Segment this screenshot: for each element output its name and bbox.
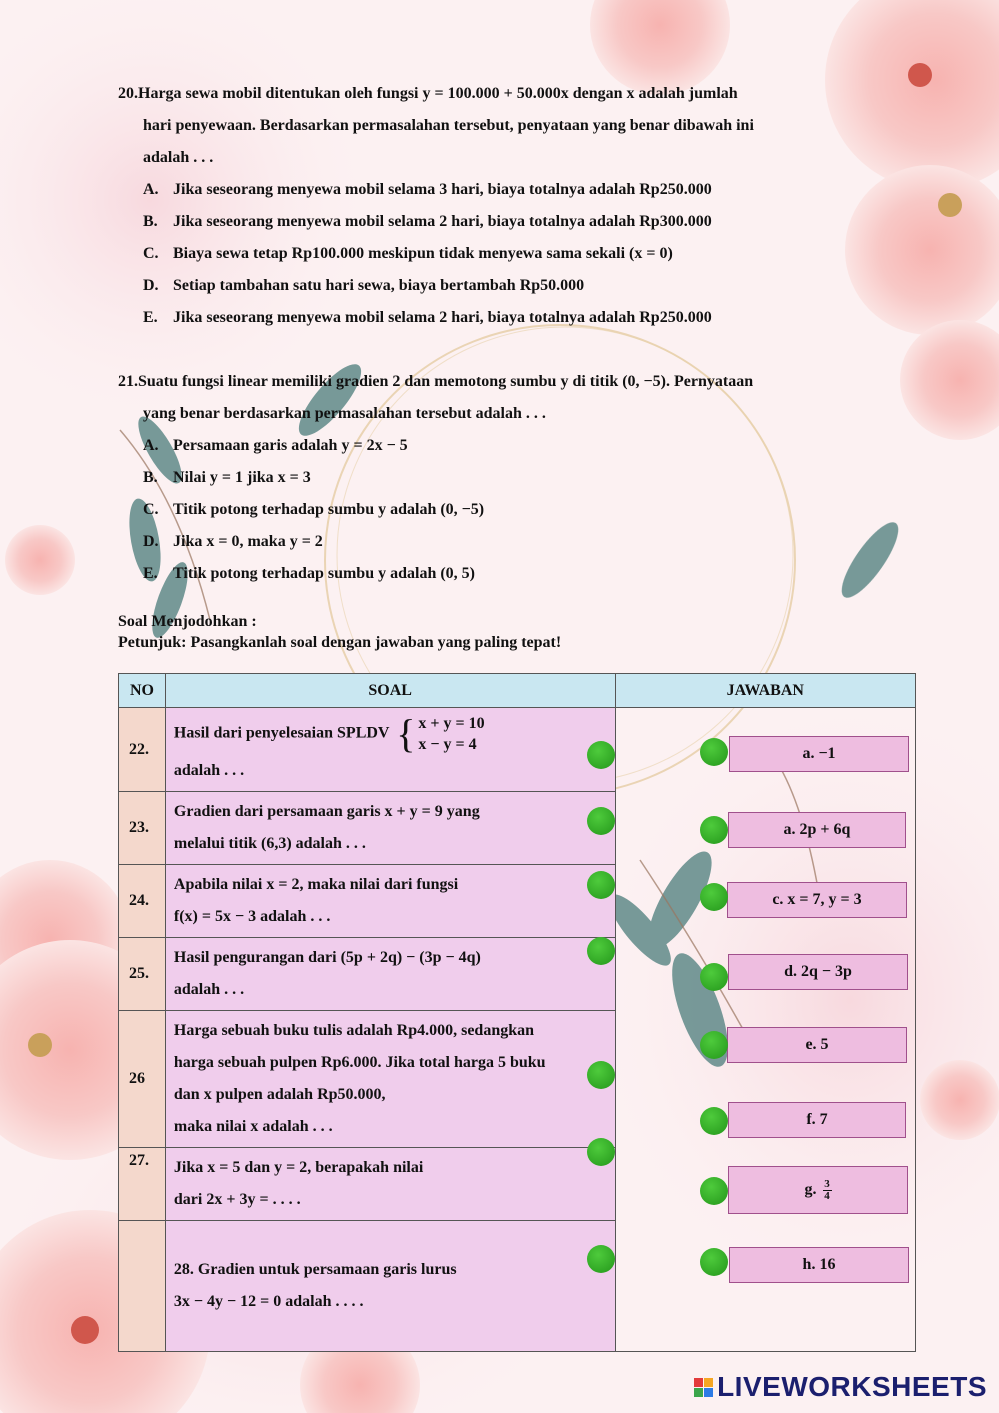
question-20-option-b: B. Jika seseorang menyewa mobil selama 2 hari, biaya totalnya adalah Rp300.000: [143, 213, 712, 230]
question-20-option-c: C. Biaya sewa tetap Rp100.000 meskipun tidak menyewa sama sekali (x = 0): [143, 245, 673, 262]
question-20-option-e: E. Jika seseorang menyewa mobil selama 2 hari, biaya totalnya adalah Rp250.000: [143, 309, 712, 326]
answer-a-connector-dot[interactable]: [700, 738, 728, 766]
fraction-three-quarters: $\frac{3}{4}$: [824, 1177, 830, 1202]
row-question-22: Hasil dari penyelesaian SPLDV { x + y = 10 x − y = 4 adalah . . .: [165, 708, 615, 792]
question-20-text-line2: hari penyewaan. Berdasarkan permasalahan tersebut, penyataan yang benar dibawah ini: [143, 117, 754, 134]
answer-box-a[interactable]: a. −1: [729, 736, 909, 772]
question-21-text-line1: 21.Suatu fungsi linear memiliki gradien 2 dan memotong sumbu y di titik (0, −5). Pernyataan: [118, 373, 754, 390]
row-question-28: 28. Gradien untuk persamaan garis lurus 3x − 4y − 12 = 0 adalah . . . .: [165, 1221, 615, 1352]
liveworksheets-logo-icon: [694, 1378, 713, 1397]
answer-box-f[interactable]: f. 7: [728, 1102, 906, 1138]
question-21-option-a: A. Persamaan garis adalah y = 2x − 5: [143, 437, 408, 454]
row-number: 25.: [119, 938, 166, 1011]
question-24-connector-dot[interactable]: [587, 871, 615, 899]
answer-h-connector-dot[interactable]: [700, 1248, 728, 1276]
question-20: [118, 78, 880, 334]
row-question-26: Harga sebuah buku tulis adalah Rp4.000, sedangkan harga sebuah pulpen Rp6.000. Jika total harga 5 buku dan x pulpen adalah Rp50.000, maka nilai x adalah . . .: [165, 1011, 615, 1148]
answer-a2-connector-dot[interactable]: [700, 816, 728, 844]
answer-box-e[interactable]: e. 5: [727, 1027, 907, 1063]
question-21-option-c: C. Titik potong terhadap sumbu y adalah (0, −5): [143, 501, 485, 518]
header-jawaban: JAWABAN: [615, 674, 915, 708]
answer-g-connector-dot[interactable]: [700, 1177, 728, 1205]
question-20-text-line1: 20.Harga sewa mobil ditentukan oleh fungsi y = 100.000 + 50.000x dengan x adalah jumlah: [118, 85, 738, 102]
matching-instruction: Petunjuk: Pasangkanlah soal dengan jawaban yang paling tepat!: [118, 634, 562, 651]
question-22-connector-dot[interactable]: [587, 741, 615, 769]
answer-e-connector-dot[interactable]: [700, 1031, 728, 1059]
logo-text: LIVEWORKSHEETS: [717, 1371, 987, 1402]
row-number: [119, 1221, 166, 1352]
question-20-option-d: D. Setiap tambahan satu hari sewa, biaya bertambah Rp50.000: [143, 277, 585, 294]
answer-box-g[interactable]: g. $\frac{3}{4}$: [728, 1166, 908, 1214]
row-question-24: Apabila nilai x = 2, maka nilai dari fungsi f(x) = 5x − 3 adalah . . .: [165, 865, 615, 938]
question-26-connector-dot[interactable]: [587, 1061, 615, 1089]
question-21-option-e: E. Titik potong terhadap sumbu y adalah (0, 5): [143, 565, 475, 582]
row-number: 27.: [119, 1148, 166, 1221]
row-question-25: Hasil pengurangan dari (5p + 2q) − (3p − 4q) adalah . . .: [165, 938, 615, 1011]
answer-box-a2[interactable]: a. 2p + 6q: [728, 812, 906, 848]
question-25-connector-dot[interactable]: [587, 937, 615, 965]
question-28-connector-dot[interactable]: [587, 1245, 615, 1273]
row-number: 23.: [119, 792, 166, 865]
answer-box-c[interactable]: c. x = 7, y = 3: [727, 882, 907, 918]
question-21-option-b: B. Nilai y = 1 jika x = 3: [143, 469, 311, 486]
answer-box-d[interactable]: d. 2q − 3p: [728, 954, 908, 990]
matching-title: Soal Menjodohkan :: [118, 613, 257, 630]
row-question-23: Gradien dari persamaan garis x + y = 9 yang melalui titik (6,3) adalah . . .: [165, 792, 615, 865]
question-21-option-d: D. Jika x = 0, maka y = 2: [143, 533, 323, 550]
liveworksheets-logo: [694, 1371, 987, 1403]
answer-f-connector-dot[interactable]: [700, 1107, 728, 1135]
row-question-27: Jika x = 5 dan y = 2, berapakah nilai dari 2x + 3y = . . . .: [165, 1148, 615, 1221]
row-number: 26: [119, 1011, 166, 1148]
table-header-row: [119, 674, 916, 708]
answer-d-connector-dot[interactable]: [700, 963, 728, 991]
question-20-text-line3: adalah . . .: [143, 149, 214, 166]
question-21: [118, 366, 880, 590]
question-23-connector-dot[interactable]: [587, 807, 615, 835]
question-20-option-a: A. Jika seseorang menyewa mobil selama 3 hari, biaya totalnya adalah Rp250.000: [143, 181, 712, 198]
header-soal: SOAL: [165, 674, 615, 708]
row-number: 22.: [119, 708, 166, 792]
header-no: NO: [119, 674, 166, 708]
spldv-system: { x + y = 10 x − y = 4: [396, 710, 485, 756]
question-27-connector-dot[interactable]: [587, 1138, 615, 1166]
question-21-text-line2: yang benar berdasarkan permasalahan tersebut adalah . . .: [143, 405, 546, 422]
answer-c-connector-dot[interactable]: [700, 883, 728, 911]
answer-box-h[interactable]: h. 16: [729, 1247, 909, 1283]
row-number: 24.: [119, 865, 166, 938]
